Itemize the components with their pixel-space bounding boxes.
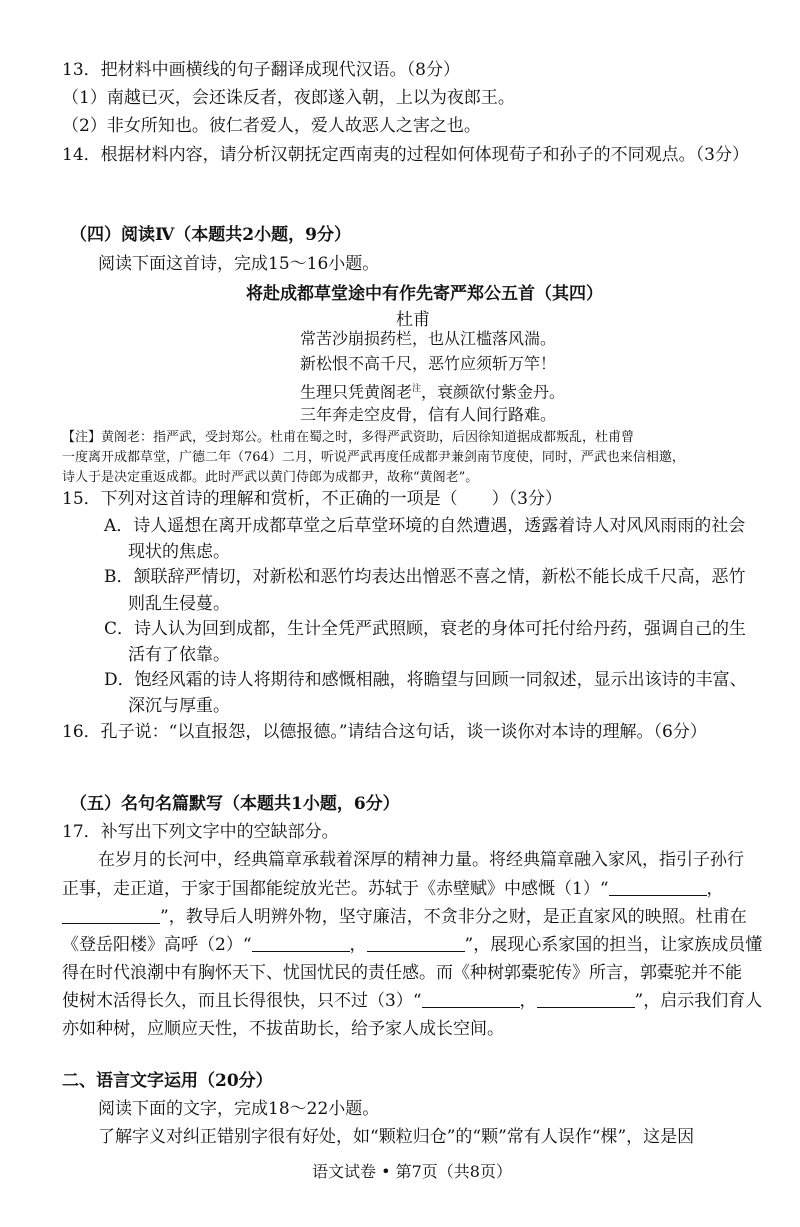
poem-note-mark: 注 (412, 384, 422, 394)
q13-sentence-1: （1）南越已灭，会还诛反者，夜郎遂入朝，上以为夜郎王。 (62, 88, 515, 108)
q17-paragraph-line-4 (62, 933, 762, 957)
q17-line-4-end: ”，展现心系家国的担当，让家族成员懂 (464, 935, 763, 955)
answer-blank-3a[interactable] (422, 991, 520, 1008)
poem-line-3-head: 生理只凭黄阁老 (300, 382, 413, 402)
q17-line-6-start: 使树木活得长久，而且长得很快，只不过（3）“ (62, 991, 422, 1011)
q17-line-3-text: ”，教导后人明辨外物，坚守廉洁，不贪非分之财，是正直家风的映照。杜甫在 (160, 907, 747, 927)
q15-option-a-1: A．诗人遥想在离开成都草堂之后草堂环境的自然遭遇，透露着诗人对风风雨雨的社会 (104, 516, 746, 536)
q13-stem: 13．把材料中画横线的句子翻译成现代汉语。（8分） (62, 60, 460, 80)
poem-line-4: 三年奔走空皮骨，信有人间行路难。 (300, 405, 557, 424)
q17-stem: 17．补写出下列文字中的空缺部分。 (62, 822, 339, 842)
poem-line-3-tail: ，衰颜欲付紫金丹。 (421, 382, 566, 402)
q15-stem: 15．下列对这首诗的理解和赏析，不正确的一项是（ ）（3分） (62, 489, 562, 509)
q15-option-d-2: 深沉与厚重。 (128, 696, 230, 716)
poem-line-2: 新松恨不高千尺，恶竹应须斩万竿！ (300, 354, 557, 373)
poem-line-1: 常苦沙崩损药栏，也从江槛落风湍。 (300, 329, 557, 348)
q15-option-a-2: 现状的焦虑。 (128, 542, 230, 562)
q16-stem: 16．孔子说：“以直报怨，以德报德。”请结合这句话，谈一谈你对本诗的理解。（6分） (62, 722, 707, 742)
q17-paragraph-line-7: 亦如种树，应顺应天性，不拔苗助长，给予家人成长空间。 (62, 1019, 504, 1039)
answer-blank-1b[interactable] (62, 907, 160, 924)
q17-paragraph-line-1: 在岁月的长河中，经典篇章承载着深厚的精神力量。将经典篇章融入家风，指引子孙行 (98, 850, 744, 870)
q17-line-6-mid: ， (519, 991, 537, 1011)
q17-line-2-end: ， (706, 879, 724, 899)
q15-option-c-2: 活有了依靠。 (128, 645, 230, 665)
poem-note-line-2: 一度离开成都草堂，广德二年（764）二月，听说严武再度任成都尹兼剑南节度使，同时，严武也来信相邀， (62, 450, 685, 465)
answer-blank-1a[interactable] (609, 879, 707, 896)
poem-note-line-1: 【注】黄阁老：指严武，受封郑公。杜甫在蜀之时，多得严武资助，后因徐知道据成都叛乱，杜甫曾 (62, 430, 635, 445)
part2-intro: 阅读下面的文字，完成18～22小题。 (98, 1099, 380, 1119)
page-footer: 语文试卷 • 第7页（共8页） (312, 1162, 512, 1181)
q17-paragraph-line-5: 得在时代浪潮中有胸怀天下、忧国忧民的责任感。而《种树郭橐驼传》所言，郭橐驼并不能 (62, 963, 742, 983)
part2-paragraph-line-1: 了解字义对纠正错别字很有好处，如“颗粒归仓”的“颗”常有人误作“棵”，这是因 (98, 1127, 695, 1147)
section4-title: （四）阅读Ⅳ（本题共2小题，9分） (70, 225, 351, 245)
answer-blank-3b[interactable] (537, 991, 635, 1008)
q17-paragraph-line-6 (62, 989, 762, 1013)
poem-title: 将赴成都草堂途中有作先寄严郑公五首（其四） (246, 284, 603, 304)
q17-line-4-mid: ， (349, 935, 367, 955)
q17-line-2-text: 正事，走正道，于家于国都能绽放光芒。苏轼于《赤壁赋》中感慨（1）“ (62, 879, 609, 899)
q13-sentence-2: （2）非女所知也。彼仁者爱人，爱人故恶人之害之也。 (62, 116, 481, 136)
q14-stem: 14．根据材料内容，请分析汉朝抚定西南夷的过程如何体现荀子和孙子的不同观点。（3分） (62, 145, 749, 165)
q17-line-6-end: ”，启示我们育人 (634, 991, 763, 1011)
section5-title: （五）名句名篇默写（本题共1小题，6分） (70, 794, 400, 814)
q17-paragraph-line-2 (62, 877, 724, 901)
section4-intro: 阅读下面这首诗，完成15～16小题。 (98, 254, 380, 274)
poem-note-line-3: 诗人于是决定重返成都。此时严武以黄门侍郎为成都尹，故称“黄阁老”。 (62, 470, 479, 485)
q17-line-4-start: 《登岳阳楼》高呼（2）“ (62, 935, 252, 955)
q15-option-b-2: 则乱生侵蔓。 (128, 594, 230, 614)
answer-blank-2a[interactable] (252, 935, 350, 952)
q15-option-d-1: D．饱经风霜的诗人将期待和感慨相融，将瞻望与回顾一同叙述，显示出该诗的丰富、 (104, 670, 747, 690)
answer-blank-2b[interactable] (367, 935, 465, 952)
part2-title: 二、语言文字运用（20分） (62, 1071, 273, 1091)
q17-paragraph-line-3 (62, 905, 747, 929)
q15-option-b-1: B．颔联辞严情切，对新松和恶竹均表达出憎恶不喜之情，新松不能长成千尺高，恶竹 (104, 567, 746, 587)
poem-author: 杜甫 (396, 310, 430, 330)
poem-line-3 (300, 377, 565, 404)
q15-option-c-1: C．诗人认为回到成都，生计全凭严武照顾，衰老的身体可托付给丹药，强调自己的生 (104, 619, 747, 639)
